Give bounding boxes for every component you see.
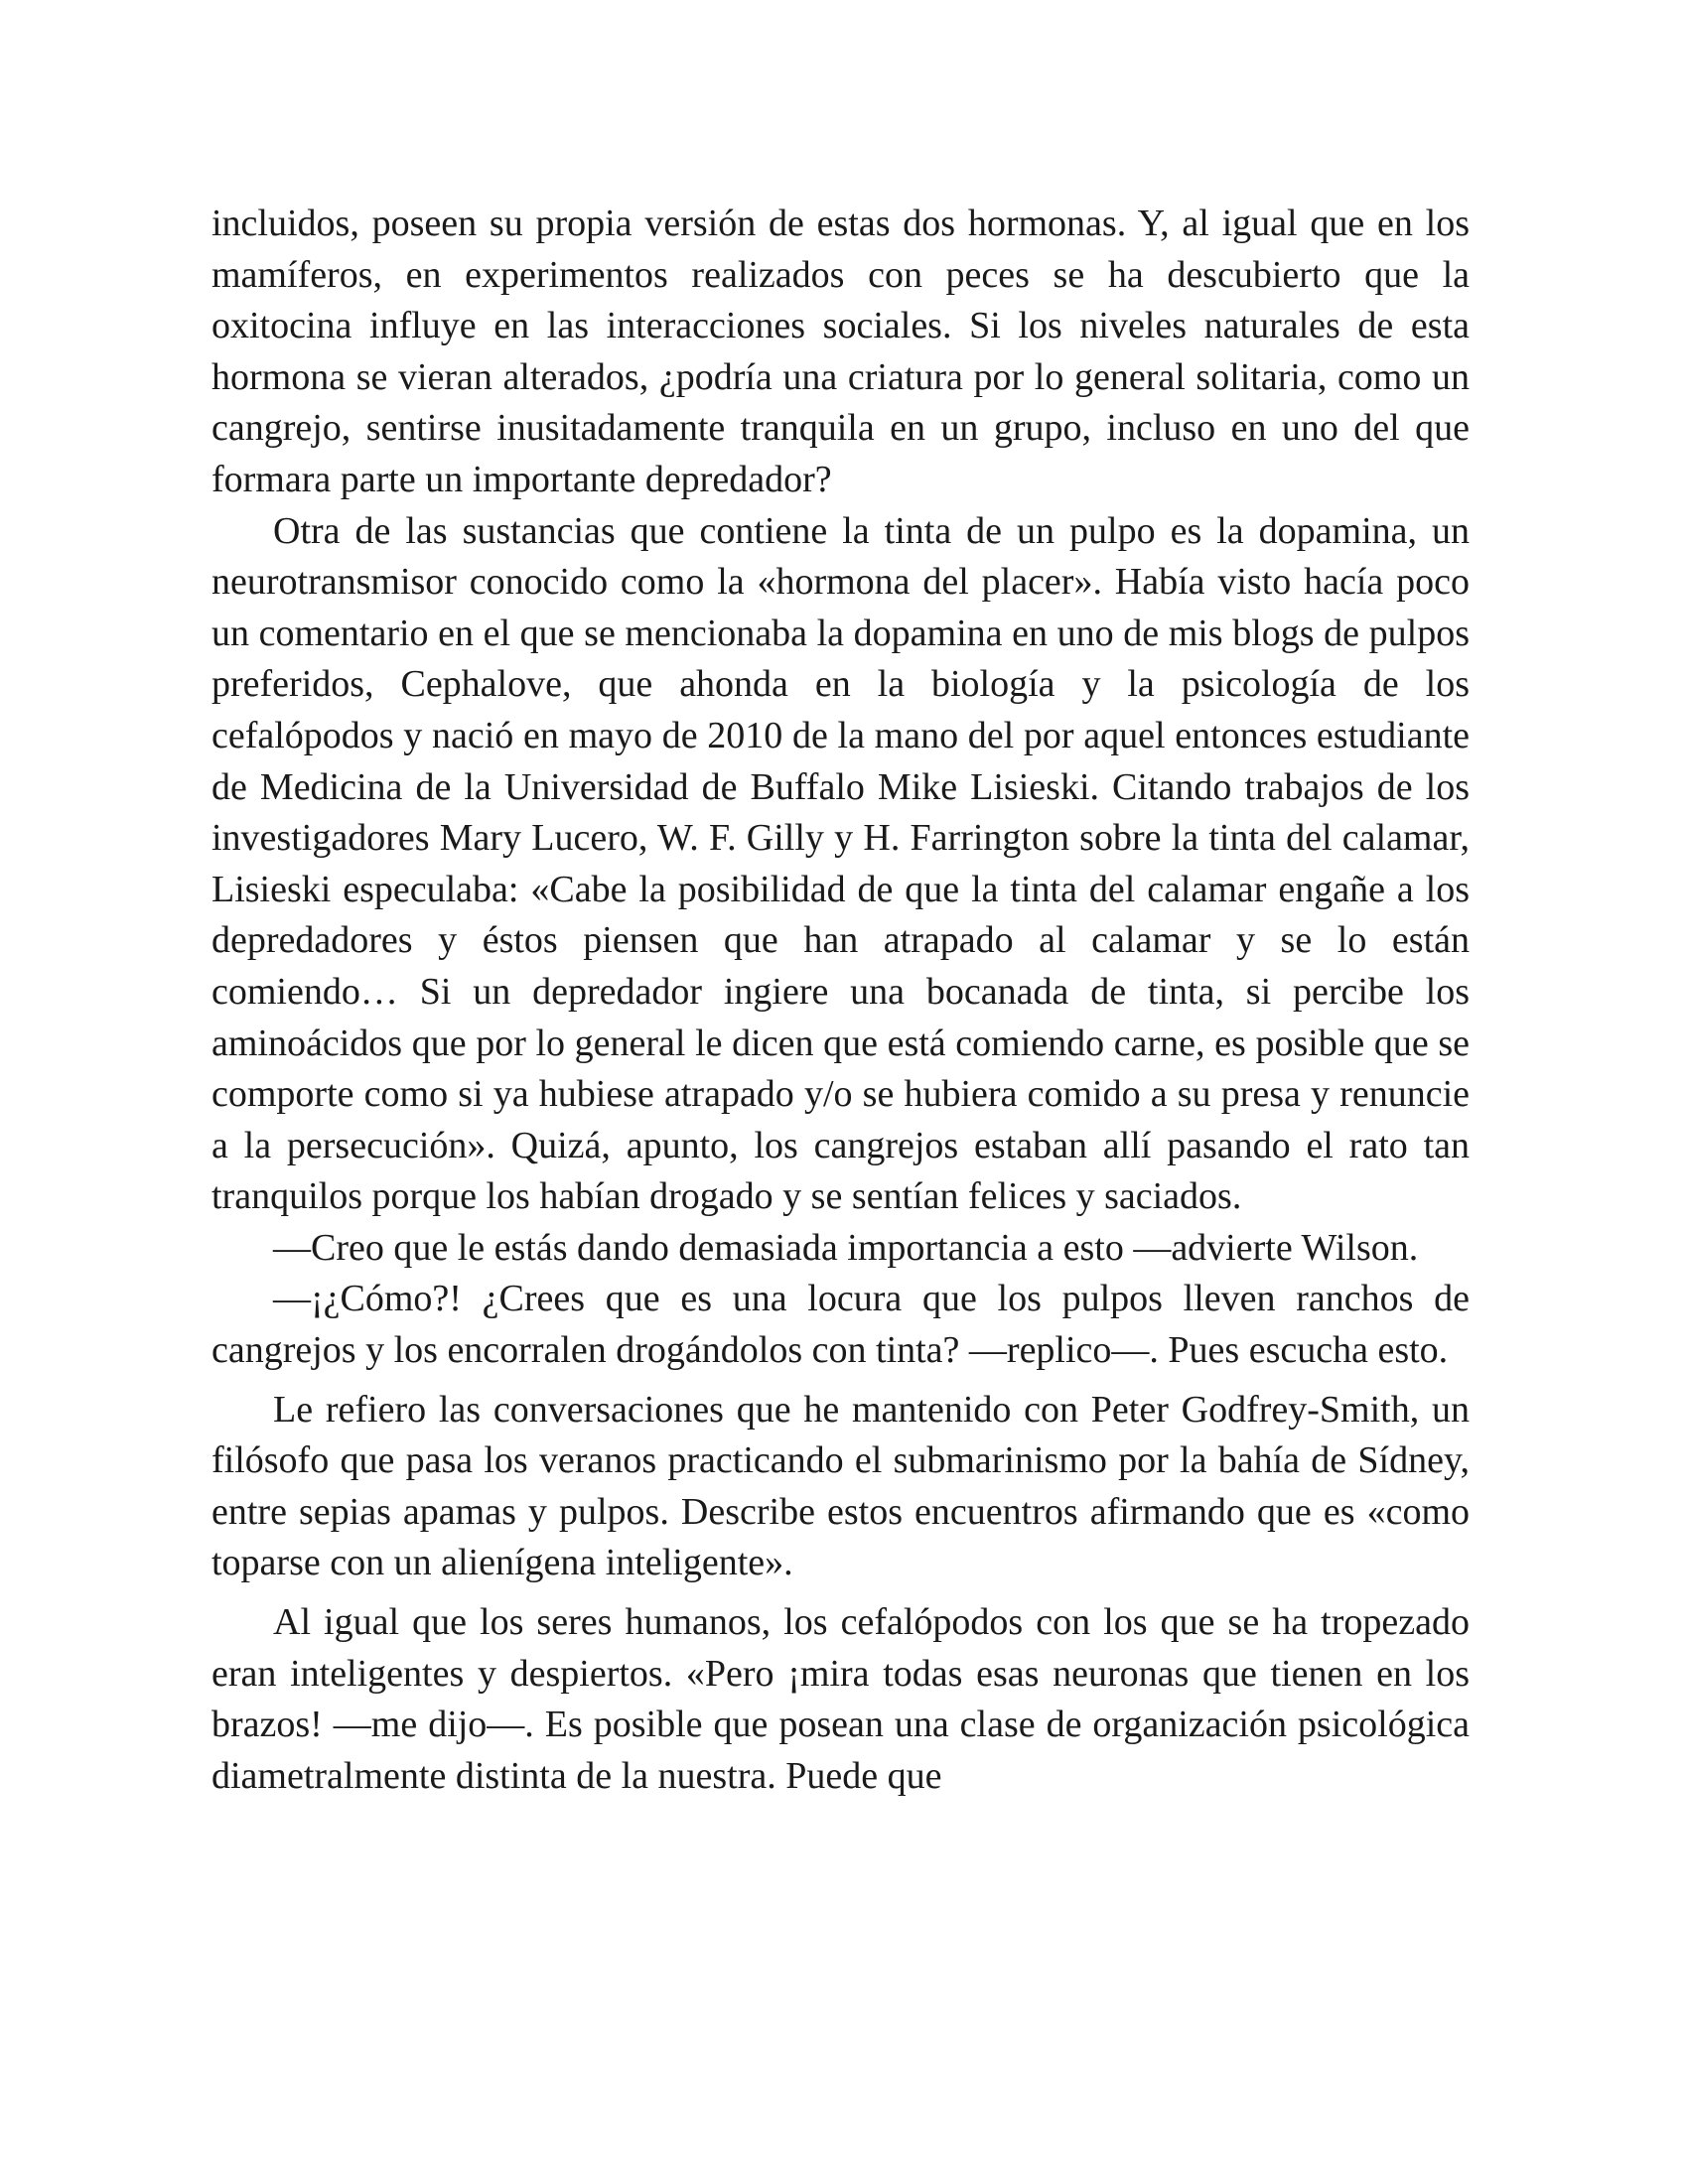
page-body [211, 199, 1470, 1802]
paragraph-4: —¡¿Cómo?! ¿Crees que es una locura que los pulpos lleven ranchos de cangrejos y los encorralen drogándolos con tinta? —replico—. Pues escucha esto. [211, 1278, 1470, 1372]
paragraph-5: Le refiero las conversaciones que he mantenido con Peter Godfrey-Smith, un filósofo que pasa los veranos practicando el submarinismo por la bahía de Sídney, entre sepias apamas y pulpos. Describe estos encuentros afirmando que es «como toparse con un alienígena inteligente». [211, 1388, 1470, 1584]
paragraph-2: Otra de las sustancias que contiene la tinta de un pulpo es la dopamina, un neurotransmisor conocido como la «hormona del placer». Había visto hacía poco un comentario en el que se mencionaba la dopamina en uno de mis blogs de pulpos preferidos, Cephalove, que ahonda en la biología y la psicología de los cefalópodos y nació en mayo de 2010 de la mano del por aquel entonces estudiante de Medicina de la Universidad de Buffalo Mike Lisieski. Citando trabajos de los investigadores Mary Lucero, W. F. Gilly y H. Farrington sobre la tinta del calamar, Lisieski especulaba: «Cabe la posibilidad de que la tinta del calamar engañe a los depredadores y éstos piensen que han atrapado al calamar y se lo están comiendo… Si un depredador ingiere una bocanada de tinta, si percibe los aminoácidos que por lo general le dicen que está comiendo carne, es posible que se comporte como si ya hubiese atrapado y/o se hubiera comido a su presa y renuncie a la persecución». Quizá, apunto, los cangrejos estaban allí pasando el rato tan tranquilos porque los habían drogado y se sentían felices y saciados. [211, 509, 1470, 1218]
paragraph-3: —Creo que le estás dando demasiada importancia a esto —advierte Wilson. [273, 1226, 1419, 1269]
paragraph-1: incluidos, poseen su propia versión de estas dos hormonas. Y, al igual que en los mamíferos, en experimentos realizados con peces se ha descubierto que la oxitocina influye en las interacciones sociales. Si los niveles naturales de esta hormona se vieran alterados, ¿podría una criatura por lo general solitaria, como un cangrejo, sentirse inusitadamente tranquila en un grupo, incluso en uno del que formara parte un importante depredador? [211, 203, 1470, 500]
paragraph-6: Al igual que los seres humanos, los cefalópodos con los que se ha tropezado eran inteligentes y despiertos. «Pero ¡mira todas esas neuronas que tienen en los brazos! —me dijo—. Es posible que posean una clase de organización psicológica diametralmente distinta de la nuestra. Puede que [211, 1601, 1470, 1797]
